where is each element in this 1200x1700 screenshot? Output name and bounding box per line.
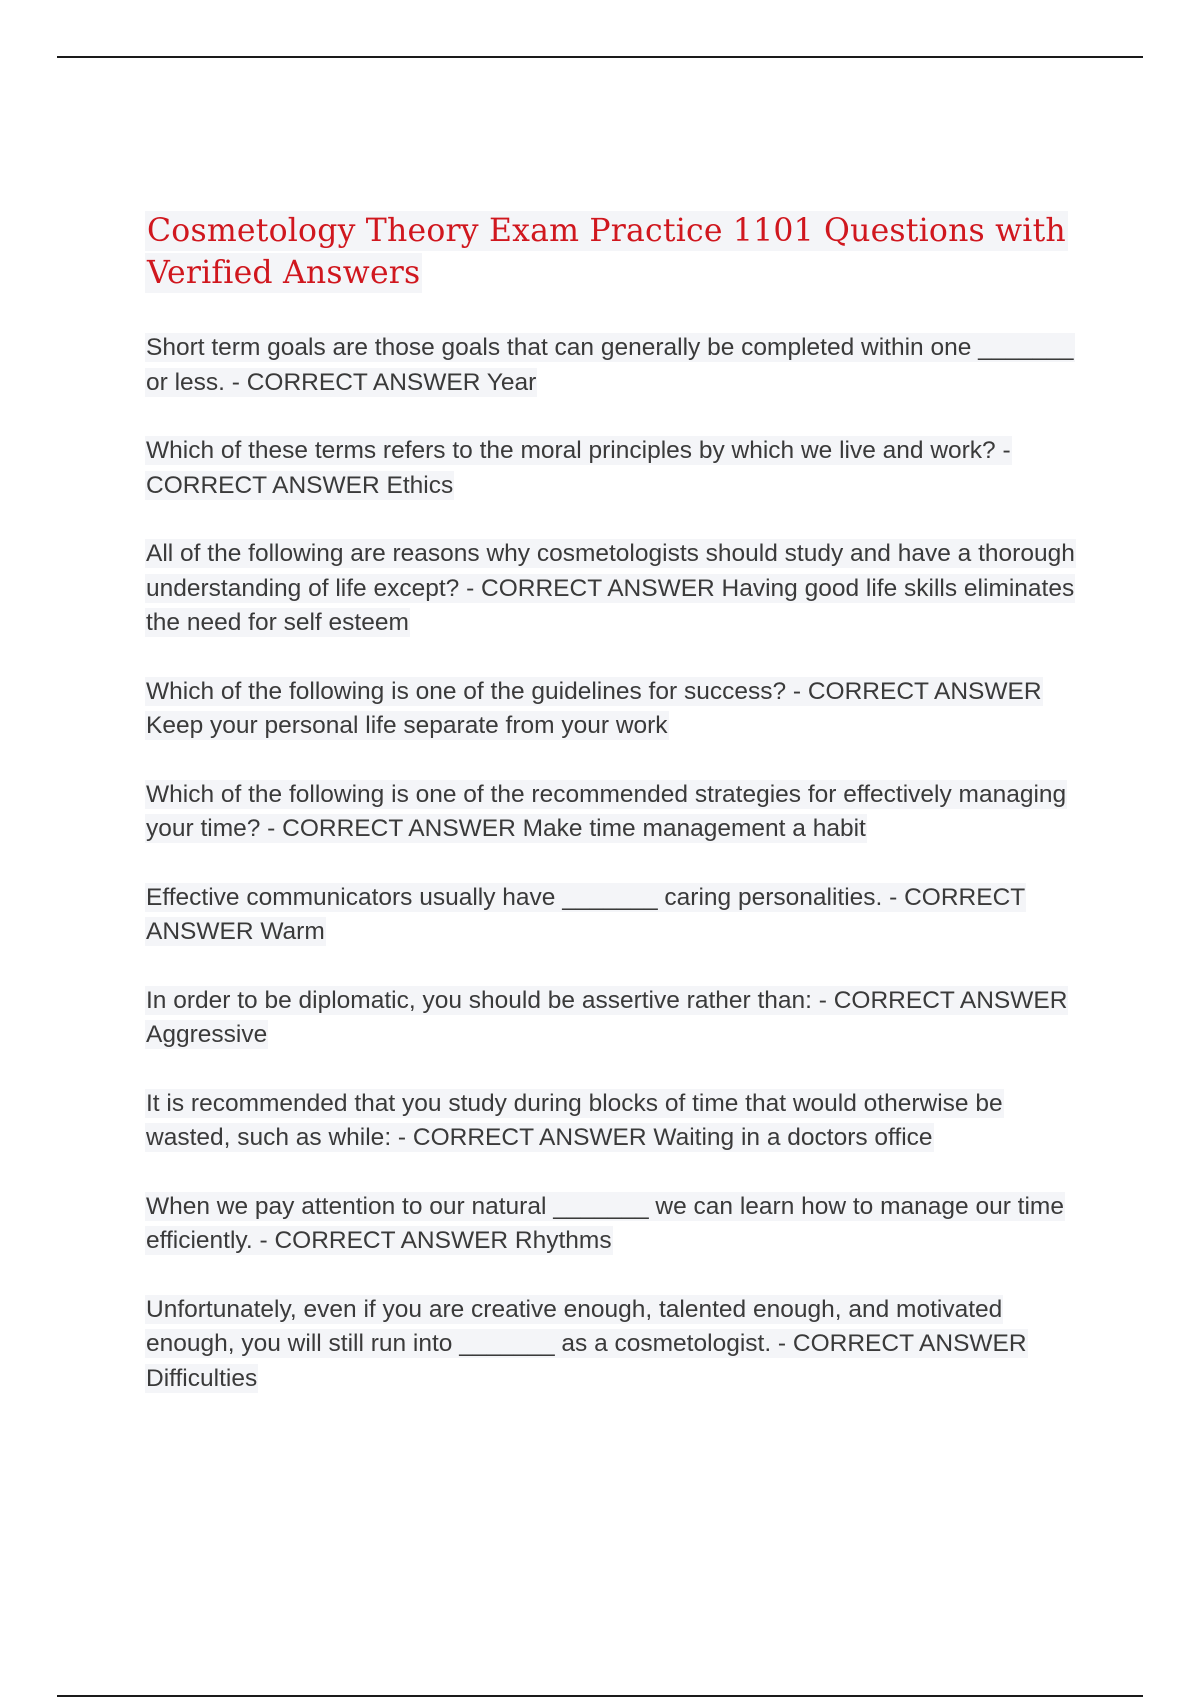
qa-item: It is recommended that you study during blocks of time that would otherwise be wasted, such as while: - CORRECT ANSWER Waiting in a doctors office: [146, 1089, 1003, 1151]
qa-item: Which of the following is one of the recommended strategies for effectively managing your time? - CORRECT ANSWER Make time management a habit: [146, 780, 1067, 842]
qa-item: Effective communicators usually have _______ caring personalities. - CORRECT ANSWER Warm: [146, 883, 1026, 945]
document-body: [145, 210, 1090, 1430]
qa-item: Which of these terms refers to the moral principles by which we live and work? - CORRECT ANSWER Ethics: [146, 437, 1011, 499]
qa-item: Which of the following is one of the guidelines for success? - CORRECT ANSWER Keep your personal life separate from your work: [146, 677, 1042, 739]
header-rule: [57, 56, 1143, 58]
document-title: [145, 210, 1090, 294]
qa-item: Unfortunately, even if you are creative enough, talented enough, and motivated enough, you will still run into _______ as a cosmetologist. - CORRECT ANSWER Difficulties: [146, 1295, 1027, 1392]
document-title-text: Cosmetology Theory Exam Practice 1101 Questions with Verified Answers: [147, 213, 1066, 291]
qa-item: Short term goals are those goals that can generally be completed within one _______ or less. - CORRECT ANSWER Year: [146, 334, 1074, 396]
qa-item: When we pay attention to our natural _______ we can learn how to manage our time efficiently. - CORRECT ANSWER Rhythms: [146, 1192, 1064, 1254]
qa-item: All of the following are reasons why cosmetologists should study and have a thorough understanding of life except? - CORRECT ANSWER Having good life skills eliminates the need for self esteem: [146, 540, 1075, 636]
qa-item: In order to be diplomatic, you should be assertive rather than: - CORRECT ANSWER Aggressive: [146, 986, 1068, 1048]
footer-rule: [57, 1695, 1143, 1697]
